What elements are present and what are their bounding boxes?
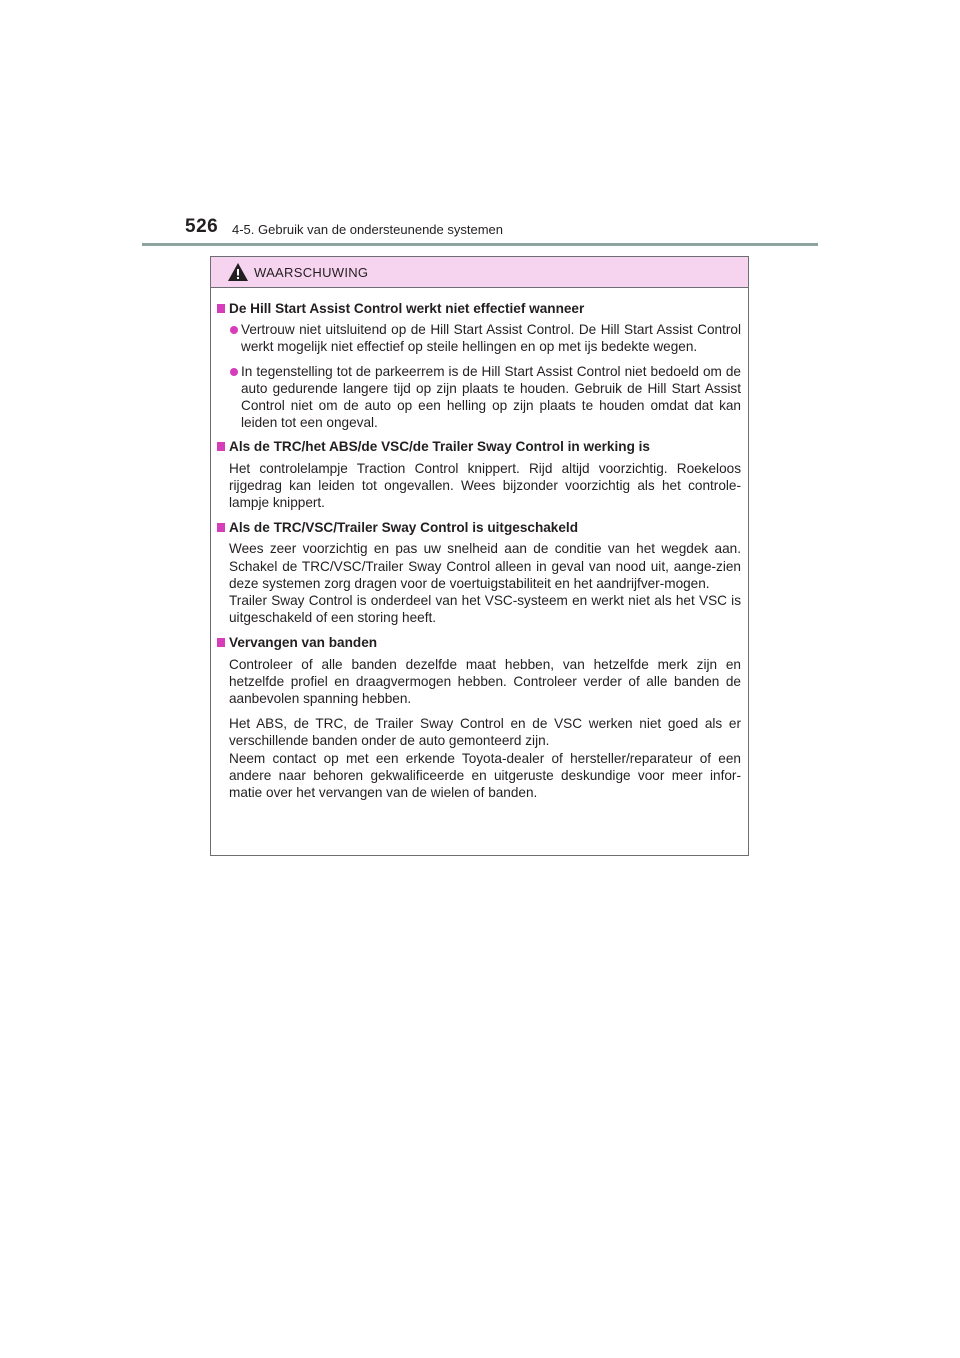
warning-content	[211, 288, 748, 801]
square-bullet-icon	[217, 638, 225, 647]
paragraph: Het ABS, de TRC, de Trailer Sway Control en de VSC werken niet goed als er verschillende banden onder de auto gemonteerd zijn.	[229, 716, 741, 749]
page-number: 526	[185, 216, 219, 237]
section-heading: Als de TRC/VSC/Trailer Sway Control is uitgeschakeld	[217, 519, 741, 536]
paragraph: Trailer Sway Control is onderdeel van het VSC-systeem en werkt niet als het VSC is uitgeschakeld of een storing heeft.	[229, 593, 741, 626]
warning-header	[211, 257, 748, 288]
paragraph: Het controlelampje Traction Control knippert. Rijd altijd voorzichtig. Roekeloos rijgedrag kan leiden tot ongevallen. Wees bijzonder voorzichtig als het controle-lampje knippert.	[229, 460, 741, 511]
section-heading: De Hill Start Assist Control werkt niet effectief wanneer	[217, 300, 741, 317]
paragraph: Controleer of alle banden dezelfde maat hebben, van hetzelfde merk zijn en hetzelfde profiel en draagvermogen hebben. Controleer verder of alle banden de aanbevolen spanning hebben.	[229, 656, 741, 707]
section-heading: Als de TRC/het ABS/de VSC/de Trailer Sway Control in werking is	[217, 438, 741, 455]
section-title: 4-5. Gebruik van de ondersteunende systemen	[232, 222, 504, 237]
square-bullet-icon	[217, 304, 225, 313]
square-bullet-icon	[217, 442, 225, 451]
paragraph: Neem contact op met een erkende Toyota-dealer of hersteller/reparateur of een andere naar behoren gekwalificeerde en uitgeruste deskundige voor meer infor-matie over het vervangen van de wielen of banden.	[229, 750, 741, 801]
header-rule	[142, 243, 818, 246]
round-bullet-icon	[230, 326, 238, 334]
warning-box	[210, 256, 749, 856]
list-item: Vertrouw niet uitsluitend op de Hill Start Assist Control. De Hill Start Assist Control werkt mogelijk niet effectief op steile hellingen en op met ijs bedekte wegen.	[217, 321, 741, 355]
warning-title: WAARSCHUWING	[254, 265, 369, 280]
section-heading: Vervangen van banden	[217, 634, 741, 651]
warning-triangle-icon	[227, 262, 249, 282]
paragraph: Wees zeer voorzichtig en pas uw snelheid aan de conditie van het wegdek aan. Schakel de TRC/VSC/Trailer Sway Control alleen in geval van nood uit, aange-zien deze systemen zorg dragen voor de voertuigstabiliteit en het aandrijfver-mogen.	[229, 541, 741, 591]
list-item: In tegenstelling tot de parkeerrem is de Hill Start Assist Control niet bedoeld om de auto gedurende langere tijd op zijn plaats te houden. Gebruik de Hill Start Assist Control niet om de auto op een helling op zijn plaats te houden omdat dat kan leiden tot een ongeval.	[217, 363, 741, 432]
round-bullet-icon	[230, 368, 238, 376]
square-bullet-icon	[217, 523, 225, 532]
